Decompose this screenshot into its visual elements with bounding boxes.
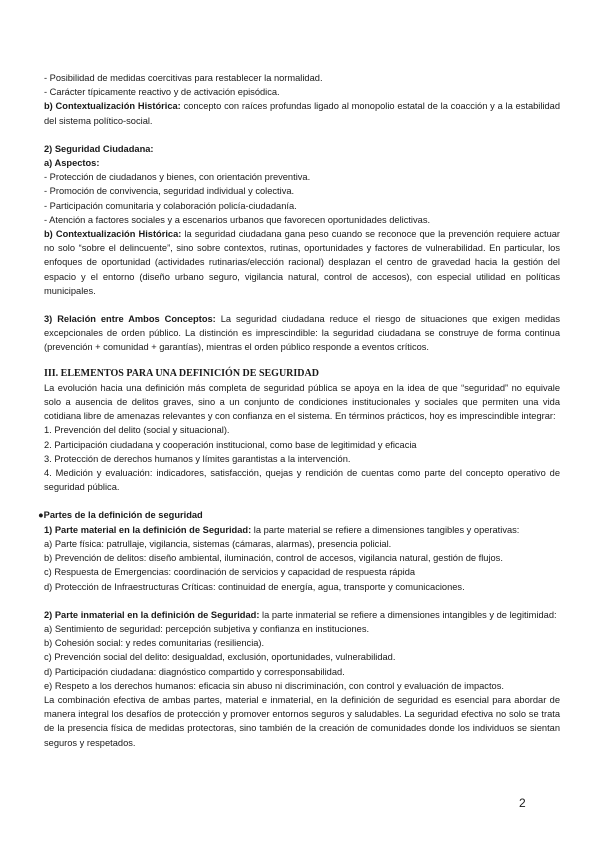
paragraph-text: concepto con raíces profundas ligado al monopolio estatal de la coacción y a la estabilidad del sistema político-social. <box>44 101 560 126</box>
paragraph-intro: La evolución hacia una definición más completa de seguridad pública se apoya en la idea de que “seguridad” no equivale solo a ausencia de delitos graves, sino a un conjunto de condiciones institucionales y sociales que permiten una vida cotidiana libre de amenazas relevantes y con confianza en el sistema. En términos prácticos, hoy es imprescindible integrar: <box>44 382 560 422</box>
list-item: - Protección de ciudadanos y bienes, con orientación preventiva. <box>44 172 311 183</box>
list-item: 2. Participación ciudadana y cooperación institucional, como base de legitimidad y eficacia <box>44 439 417 450</box>
paragraph-text: la seguridad ciudadana gana peso cuando se reconoce que la prevención requiere actuar no solo “sobre el delincuente”, sino sobre contextos, rutinas, oportunidades y factores de vulnerabilidad. En particular, los enfoques de oportunidad (actividades rutinarias/elección racional) desplazan el centro de gravedad hacia la gestión del espacio y el entorno (diseño urbano seguro, vigilancia natural, control de accesos), con especial utilidad en políticas municipales. <box>44 229 560 296</box>
paragraph-historical-context <box>44 99 560 127</box>
subheading <box>44 156 560 170</box>
label: 3) Relación entre Ambos Conceptos: <box>44 314 216 325</box>
list-item: - Posibilidad de medidas coercitivas para restablecer la normalidad. <box>44 73 323 83</box>
paragraph-immaterial <box>44 608 560 622</box>
list-item: a) Parte física: patrullaje, vigilancia, sistemas (cámaras, alarmas), presencia policial. <box>44 538 392 549</box>
label: 2) Parte inmaterial en la definición de Seguridad: <box>44 609 260 620</box>
bullet-heading <box>38 508 560 522</box>
list-item: b) Cohesión social: y redes comunitarias (resiliencia). <box>44 638 265 649</box>
section-title: III. ELEMENTOS PARA UNA DEFINICIÓN DE SEGURIDAD <box>44 367 319 379</box>
list-item: 4. Medición y evaluación: indicadores, satisfacción, quejas y rendición de cuentas como parte del concepto operativo de seguridad pública. <box>44 468 560 493</box>
label: b) Contextualización Histórica: <box>44 101 181 112</box>
list-item: c) Prevención social del delito: desigualdad, exclusión, oportunidades, vulnerabilidad. <box>44 652 396 663</box>
label: b) Contextualización Histórica: <box>44 229 182 240</box>
document-page <box>38 71 560 750</box>
page-number: 2 <box>519 796 526 810</box>
subheading-text: a) Aspectos: <box>44 158 100 169</box>
paragraph-material <box>44 523 560 537</box>
heading-text: 2) Seguridad Ciudadana: <box>44 143 154 154</box>
list-item: - Participación comunitaria y colaboración policía-ciudadanía. <box>44 200 297 211</box>
list-item: d) Protección de Infraestructuras Críticas: continuidad de energía, agua, transporte y comunicaciones. <box>44 581 465 592</box>
list-item: - Promoción de convivencia, seguridad individual y colectiva. <box>44 186 295 197</box>
list-item: - Carácter típicamente reactivo y de activación episódica. <box>44 87 280 98</box>
label: 1) Parte material en la definición de Seguridad: <box>44 524 252 535</box>
paragraph-citizen-context <box>44 227 560 298</box>
list-item: d) Participación ciudadana: diagnóstico compartido y corresponsabilidad. <box>44 666 345 677</box>
list-item: b) Prevención de delitos: diseño ambiental, iluminación, control de accesos, vigilancia natural, gestión de flujos. <box>44 553 503 564</box>
list-item: e) Respeto a los derechos humanos: eficacia sin abuso ni discriminación, con control y evaluación de impactos. <box>44 680 504 691</box>
list-item: 3. Protección de derechos humanos y límites garantistas a la intervención. <box>44 453 351 464</box>
heading-text: ●Partes de la definición de seguridad <box>38 510 203 521</box>
paragraph-text: la parte material se refiere a dimensiones tangibles y operativas: <box>253 524 520 535</box>
paragraph-text: La seguridad ciudadana reduce el riesgo de situaciones que exigen medidas excepcionales de orden público. La distinción es imprescindible: la seguridad ciudadana se construye de forma continua (prevención + comunidad + garantías), mientras el orden público responde a eventos críticos. <box>44 314 560 353</box>
paragraph-relation <box>44 312 560 355</box>
section-heading <box>44 142 560 156</box>
paragraph-text: la parte inmaterial se refiere a dimensiones intangibles y de legitimidad: <box>262 609 557 620</box>
paragraph-closing: La combinación efectiva de ambas partes, material e inmaterial, en la definición de seguridad es esencial para abordar de manera integral los desafíos de protección y promover entornos seguros y saludables. La seguridad efectiva no solo se trata de la presencia física de medidas protectoras, sino también de la creación de comunidades donde los individuos se sientan seguros y respetados. <box>44 694 560 748</box>
list-item: - Atención a factores sociales y a escenarios urbanos que favorecen oportunidades delictivas. <box>44 214 431 225</box>
list-item: 1. Prevención del delito (social y situacional). <box>44 425 230 436</box>
list-item: a) Sentimiento de seguridad: percepción subjetiva y confianza en instituciones. <box>44 623 370 634</box>
list-item: c) Respuesta de Emergencias: coordinación de servicios y capacidad de respuesta rápida <box>44 567 416 578</box>
